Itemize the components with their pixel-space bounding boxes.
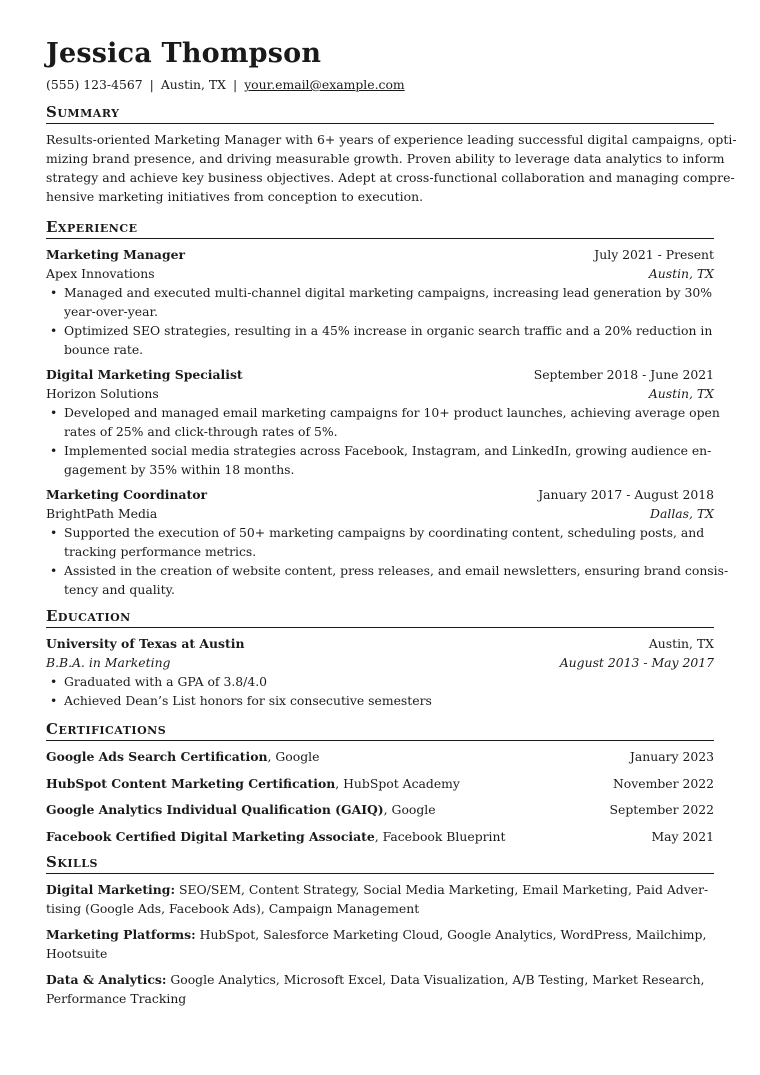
contact-line [46,76,714,94]
certification-name: Facebook Certified Digital Marketing Associate [46,828,375,844]
experience-section [46,218,729,599]
certification-name: Google Analytics Individual Qualification (GAIQ) [46,802,384,817]
certification-row [46,774,714,793]
bullet-line: • Optimized SEO strategies, resulting in a 45% increase in organic search traffic and a 20% reduction in [64,323,713,338]
certification-date: May 2021 [651,828,714,844]
job-entry [46,485,729,599]
school-row [46,634,714,653]
bullet-line: tracking performance metrics. [64,544,257,559]
skill-group-items: HubSpot, Salesforce Marketing Cloud, Google Analytics, WordPress, Mailchimp, [195,927,707,942]
skill-group-items: Google Analytics, Microsoft Excel, Data Visualization, A/B Testing, Market Research, [166,972,705,987]
section-title-certifications: Certifications [46,720,714,741]
section-title-experience: Experience [46,218,714,239]
bullet-line: gagement by 35% within 18 months. [64,462,295,477]
section-title-skills: Skills [46,853,714,874]
candidate-name: Jessica Thompson [46,38,322,69]
bullet-item: • Achieved Dean’s List honors for six consecutive semesters [46,691,714,710]
certification-issuer: , Google [383,802,436,817]
bullet-item [46,321,714,359]
job-entry [46,245,714,359]
job-company: Horizon Solutions [46,386,159,401]
skill-group-label: Marketing Platforms: [46,927,196,942]
summary-line: strategy and achieve key business objectives. Adept at cross-functional collaboration and managing compre- [46,170,735,185]
certification-name: HubSpot Content Marketing Certification [46,775,336,791]
bullet-line: • Assisted in the creation of website content, press releases, and email newsletters, ensuring brand consis- [64,563,729,578]
job-role: Marketing Manager [46,247,186,262]
phone-number: (555) 123-4567 [46,77,143,92]
bullet-item [46,561,729,599]
certification-row [46,827,714,846]
summary-line: hensive marketing initiatives from conception to execution. [46,189,424,204]
skill-group-items: SEO/SEM, Content Strategy, Social Media Marketing, Email Marketing, Paid Adver- [175,882,709,897]
job-dates: July 2021 - Present [594,247,714,262]
skill-group-items: tising (Google Ads, Facebook Ads), Campaign Management [46,901,420,916]
skill-group [46,925,714,963]
education-dates: August 2013 - May 2017 [559,655,714,670]
bullet-item [46,441,714,479]
skill-group-items: Hootsuite [46,946,108,961]
job-bullets [46,523,729,599]
separator: | [233,77,238,92]
section-title-summary: Summary [46,103,714,124]
bullet-line: year-over-year. [64,304,158,319]
bullet-item: • Graduated with a GPA of 3.8/4.0 [46,672,714,691]
job-company-row [46,384,714,403]
certifications-section [46,720,714,846]
certifications-body [46,747,714,846]
certification-issuer: , Facebook Blueprint [374,828,506,844]
summary-paragraph [46,130,737,206]
job-role: Digital Marketing Specialist [46,367,243,382]
job-header-row [46,485,714,504]
job-location: Austin, TX [648,266,714,281]
bullet-line: • Supported the execution of 50+ marketing campaigns by coordinating content, scheduling posts, and [64,525,705,540]
job-header-row [46,365,714,384]
education-section [46,607,714,710]
summary-line: mizing brand presence, and driving measurable growth. Proven ability to leverage data analytics to inform [46,151,725,166]
skills-body [46,880,714,1008]
job-company-row [46,504,714,523]
summary-line: Results-oriented Marketing Manager with 6+ years of experience leading successful digital campaigns, opti- [46,132,737,147]
job-dates: September 2018 - June 2021 [533,367,714,382]
job-bullets [46,403,720,479]
job-company: BrightPath Media [46,506,158,521]
certification-issuer: , HubSpot Academy [335,775,460,791]
bullet-line: • Managed and executed multi-channel digital marketing campaigns, increasing lead generation by 30% [64,285,713,300]
bullet-line: rates of 25% and click-through rates of 5%. [64,424,338,439]
degree-row [46,653,714,672]
email-link[interactable]: your.email@example.com [244,77,405,92]
certification-date: January 2023 [629,749,714,764]
bullet-item [46,403,720,441]
job-role: Marketing Coordinator [46,487,207,502]
bullet-line: bounce rate. [64,342,144,357]
skills-section [46,853,714,1008]
job-company: Apex Innovations [46,266,155,281]
certification-name: Google Ads Search Certification [46,749,268,764]
resume-header [46,38,714,94]
bullet-item [46,523,714,561]
job-company-row [46,264,714,283]
bullet-item [46,283,714,321]
summary-body [46,130,737,206]
certification-issuer: , Google [267,749,320,764]
education-bullets [46,672,714,710]
certification-date: September 2022 [609,802,714,817]
summary-section [46,103,737,206]
job-location: Dallas, TX [650,506,714,521]
certification-row [46,747,714,766]
education-body [46,634,714,710]
separator: | [149,77,154,92]
job-dates: January 2017 - August 2018 [538,487,714,502]
job-header-row [46,245,714,264]
job-entry [46,365,720,479]
skill-group-label: Digital Marketing: [46,882,176,897]
skill-group [46,970,714,1008]
experience-body [46,245,729,599]
skill-group-label: Data & Analytics: [46,972,167,987]
school-location: Austin, TX [648,636,714,651]
bullet-line: • Implemented social media strategies across Facebook, Instagram, and LinkedIn, growing audience en- [64,443,712,458]
skill-group-items: Performance Tracking [46,991,187,1006]
job-location: Austin, TX [648,386,714,401]
certification-date: November 2022 [612,775,714,791]
degree: B.B.A. in Marketing [46,655,171,670]
job-bullets [46,283,714,359]
resume-page [46,38,737,1015]
bullet-line: tency and quality. [64,582,175,597]
bullet-line: • Developed and managed email marketing campaigns for 10+ product launches, achieving average open [64,405,720,420]
certification-row [46,800,714,819]
school-name: University of Texas at Austin [46,636,245,651]
location: Austin, TX [160,77,226,92]
section-title-education: Education [46,607,714,628]
skill-group [46,880,714,918]
